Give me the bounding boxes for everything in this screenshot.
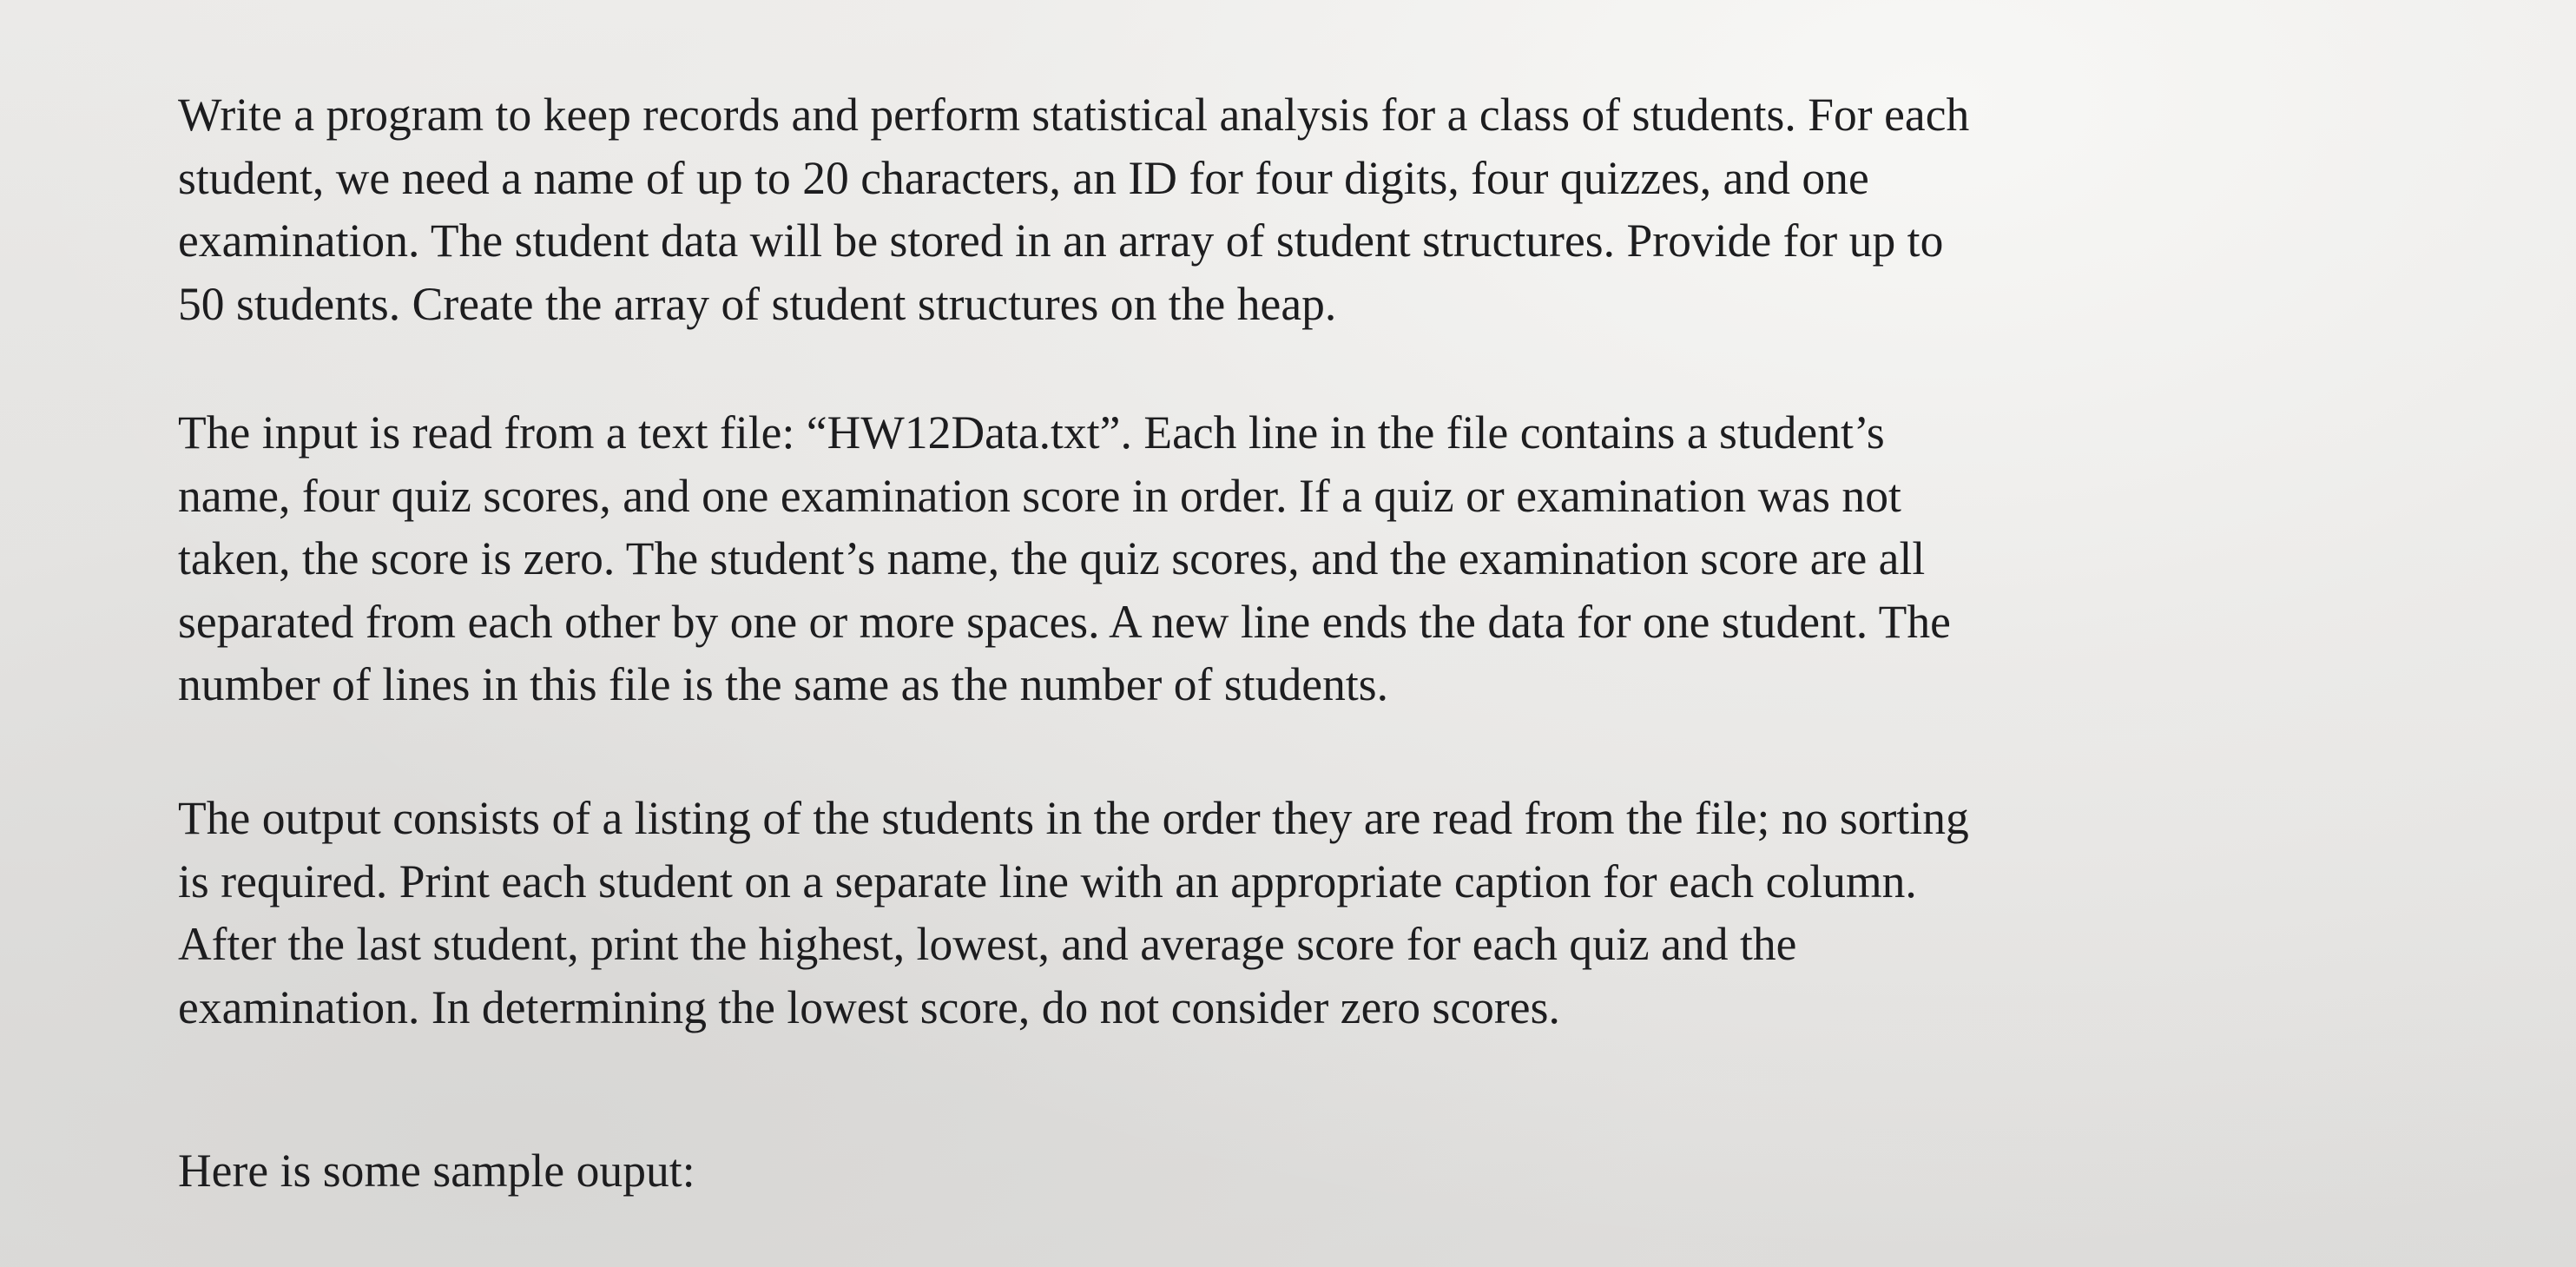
text-line: The input is read from a text file: “HW12Data.txt”. Each line in the file contains a student’s [178, 406, 1885, 459]
text-line: The output consists of a listing of the students in the order they are read from the file; no sorting [178, 792, 1969, 844]
paragraph-input-description [178, 401, 1951, 716]
text-line: Here is some sample ouput: [178, 1145, 695, 1197]
text-line: examination. The student data will be stored in an array of student structures. Provide for up to [178, 214, 1944, 267]
text-line: name, four quiz scores, and one examination score in order. If a quiz or examination was not [178, 469, 1901, 522]
text-line: Write a program to keep records and perform statistical analysis for a class of students. For each [178, 89, 1970, 141]
paragraph-task-description [178, 83, 1969, 335]
text-line: student, we need a name of up to 20 characters, an ID for four digits, four quizzes, and one [178, 151, 1869, 204]
text-line: is required. Print each student on a separate line with an appropriate caption for each column. [178, 855, 1917, 907]
text-line: taken, the score is zero. The student’s name, the quiz scores, and the examination score are all [178, 532, 1926, 584]
text-line: separated from each other by one or more spaces. A new line ends the data for one student. The [178, 595, 1951, 648]
text-line: 50 students. Create the array of student structures on the heap. [178, 277, 1337, 330]
text-line: After the last student, print the highest, lowest, and average score for each quiz and the [178, 918, 1797, 970]
paragraph-sample-output-intro [178, 1139, 695, 1203]
text-line: number of lines in this file is the same as the number of students. [178, 658, 1389, 710]
paragraph-output-description [178, 787, 1969, 1039]
text-line: examination. In determining the lowest score, do not consider zero scores. [178, 980, 1560, 1033]
